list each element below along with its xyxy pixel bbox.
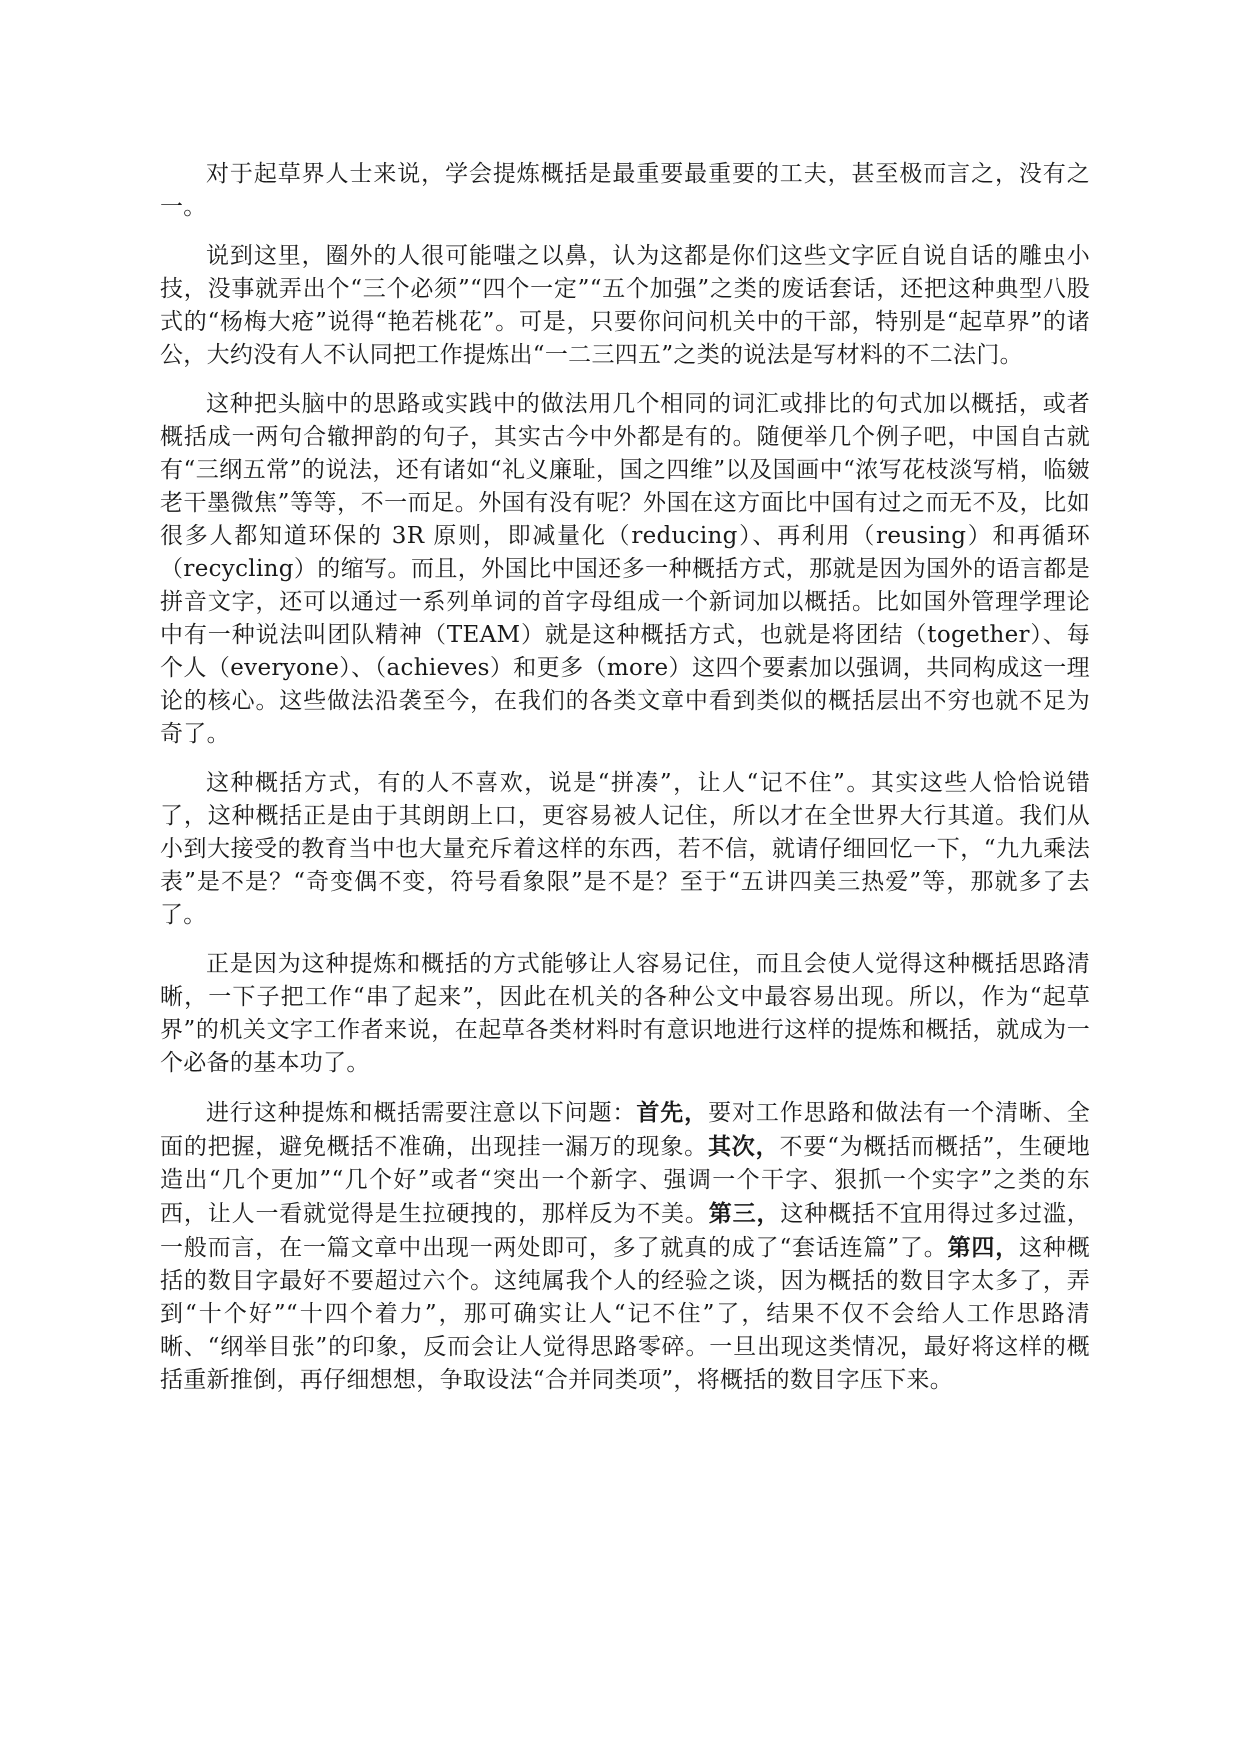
paragraph-4: 这种概括方式，有的人不喜欢，说是“拼凑”，让人“记不住”。其实这些人恰恰说错了，这种概括正是由于其朗朗上口，更容易被人记住，所以才在全世界大行其道。我们从小到大接受的教育当中也大量充斥着这样的东西，若不信，就请仔细回忆一下，“九九乘法表”是不是？“奇变偶不变，符号看象限”是不是？至于“五讲四美三热爱”等，那就多了去了。	[160, 770, 1090, 928]
paragraph-6	[160, 1096, 1090, 1397]
point-3-text: 这种概括不宜用得过多过滥，一般而言，在一篇文章中出现一两处即可，多了就真的成了“套话连篇”了。	[160, 1201, 1090, 1261]
paragraph-5: 正是因为这种提炼和概括的方式能够让人容易记住，而且会使人觉得这种概括思路清晰，一下子把工作“串了起来”，因此在机关的各种公文中最容易出现。所以，作为“起草界”的机关文字工作者来说，在起草各类材料时有意识地进行这样的提炼和概括，就成为一个必备的基本功了。	[160, 951, 1090, 1076]
paragraph-1: 对于起草界人士来说，学会提炼概括是最重要最重要的工夫，甚至极而言之，没有之一。	[160, 161, 1090, 220]
paragraph-6-intro: 进行这种提炼和概括需要注意以下问题：	[206, 1100, 637, 1126]
document-body	[160, 158, 1090, 1413]
point-4-text: 这种概括的数目字最好不要超过六个。这纯属我个人的经验之谈，因为概括的数目字太多了，弄到“十个好”“十四个着力”，那可确实让人“记不住”了，结果不仅不会给人工作思路清晰、“纲举目张”的印象，反而会让人觉得思路零碎。一旦出现这类情况，最好将这样的概括重新推倒，再仔细想想，争取设法“合并同类项”，将概括的数目字压下来。	[160, 1235, 1090, 1393]
paragraph-2: 说到这里，圈外的人很可能嗤之以鼻，认为这都是你们这些文字匠自说自话的雕虫小技，没事就弄出个“三个必须”“四个一定”“五个加强”之类的废话套话，还把这种典型八股式的“杨梅大疮”说得“艳若桃花”。可是，只要你问问机关中的干部，特别是“起草界”的诸公，大约没有人不认同把工作提炼出“一二三四五”之类的说法是写材料的不二法门。	[160, 243, 1090, 368]
point-2-text: 不要“为概括而概括”，生硬地造出“几个更加”“几个好”或者“突出一个新字、强调一个干字、狠抓一个实字”之类的东西，让人一看就觉得是生拉硬拽的，那样反为不美。	[160, 1134, 1091, 1227]
point-1-text: 要对工作思路和做法有一个清晰、全面的把握，避免概括不准确，出现挂一漏万的现象。	[160, 1100, 1090, 1160]
point-3-label: 第三，	[708, 1200, 781, 1227]
point-2-label: 其次，	[707, 1133, 780, 1160]
point-1-label: 首先，	[636, 1099, 709, 1126]
point-4-label: 第四，	[947, 1234, 1020, 1261]
paragraph-3: 这种把头脑中的思路或实践中的做法用几个相同的词汇或排比的句式加以概括，或者概括成一两句合辙押韵的句子，其实古今中外都是有的。随便举几个例子吧，中国自古就有“三纲五常”的说法，还有诸如“礼义廉耻，国之四维”以及国画中“浓写花枝淡写梢，临皴老干墨微焦”等等，不一而足。外国有没有呢？外国在这方面比中国有过之而无不及，比如很多人都知道环保的 3R 原则，即减量化（reducing）、再利用（reusing）和再循环（recycling）的缩写。而且，外国比中国还多一种概括方式，那就是因为国外的语言都是拼音文字，还可以通过一系列单词的首字母组成一个新词加以概括。比如国外管理学理论中有一种说法叫团队精神（TEAM）就是这种概括方式，也就是将团结（together）、每个人（everyone）、（achieves）和更多（more）这四个要素加以强调，共同构成这一理论的核心。这些做法沿袭至今，在我们的各类文章中看到类似的概括层出不穷也就不足为奇了。	[160, 391, 1090, 747]
